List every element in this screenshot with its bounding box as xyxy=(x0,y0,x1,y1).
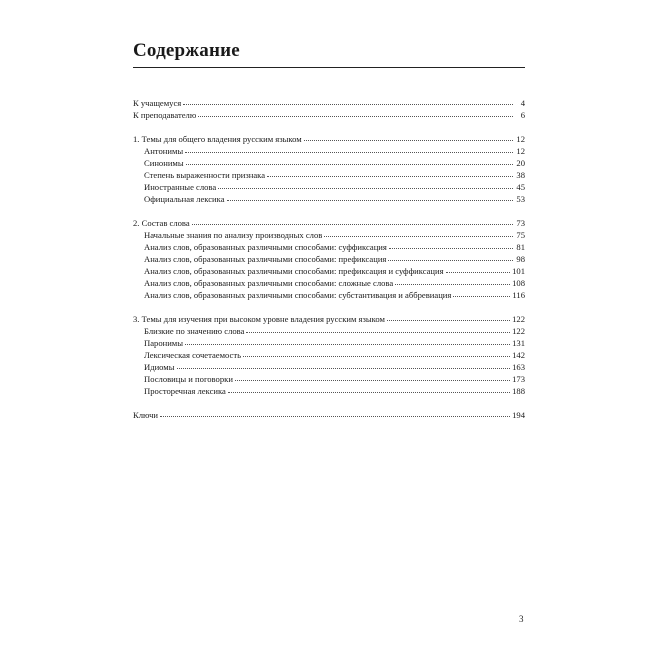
toc-entry-title: 3. Темы для изучения при высоком уровне владения русским языком xyxy=(133,314,385,324)
dot-leader xyxy=(185,144,513,153)
toc-subentry[interactable] xyxy=(133,193,525,205)
dot-leader xyxy=(267,168,513,177)
dot-leader xyxy=(246,324,510,333)
dot-leader xyxy=(243,348,510,357)
page-title: Содержание xyxy=(133,40,240,61)
toc-entry-page: 4 xyxy=(520,98,525,108)
toc-entry-page: 20 xyxy=(516,158,525,168)
toc-entry-title: Анализ слов, образованных различными способами: суффиксация xyxy=(144,242,387,252)
title-rule xyxy=(133,67,525,68)
toc-entry-title: Синонимы xyxy=(144,158,184,168)
dot-leader xyxy=(227,192,513,201)
toc-entry-page: 45 xyxy=(516,182,525,192)
toc-entry-title: К учащемуся xyxy=(133,98,182,108)
toc-entry-title: Ключи xyxy=(133,410,159,420)
toc-entry[interactable] xyxy=(133,109,525,121)
toc-entry-title: Пословицы и поговорки xyxy=(144,374,233,384)
dot-leader xyxy=(387,312,510,321)
toc-entry-page: 101 xyxy=(512,266,525,276)
toc-entry-title: 2. Состав слова xyxy=(133,218,190,228)
toc-entry-title: Начальные знания по анализу производных слов xyxy=(144,230,323,240)
dot-leader xyxy=(389,240,513,249)
dot-leader xyxy=(395,276,510,285)
toc-entry-title: Иностранные слова xyxy=(144,182,217,192)
toc-entry-title: Лексическая сочетаемость xyxy=(144,350,242,360)
toc-entry-page: 122 xyxy=(512,326,525,336)
toc-entry-page: 122 xyxy=(512,314,525,324)
toc-entry-page: 173 xyxy=(512,374,525,384)
toc-entry-page: 12 xyxy=(516,146,525,156)
dot-leader xyxy=(388,252,513,261)
toc-entry-page: 163 xyxy=(512,362,525,372)
toc-entry-title: К преподавателю xyxy=(133,110,197,120)
dot-leader xyxy=(324,228,513,237)
dot-leader xyxy=(218,180,513,189)
dot-leader xyxy=(446,264,511,273)
toc-entry[interactable] xyxy=(133,409,525,421)
toc-entry-title: Анализ слов, образованных различными способами: префиксация и суффиксация xyxy=(144,266,444,276)
toc-entry-title: Анализ слов, образованных различными способами: сложные слова xyxy=(144,278,394,288)
dot-leader xyxy=(192,216,513,225)
page-number: 3 xyxy=(519,614,524,624)
toc-entry-title: Анализ слов, образованных различными способами: префиксация xyxy=(144,254,387,264)
toc-entry-title: Степень выраженности признака xyxy=(144,170,266,180)
dot-leader xyxy=(453,288,510,297)
toc-entry-page: 6 xyxy=(520,110,525,120)
toc-entry-title: Анализ слов, образованных различными способами: субстантивация и аббревиация xyxy=(144,290,452,300)
toc-entry-title: Идиомы xyxy=(144,362,175,372)
toc-entry-page: 108 xyxy=(512,278,525,288)
toc-entry-title: Антонимы xyxy=(144,146,184,156)
toc-entry-title: 1. Темы для общего владения русским языком xyxy=(133,134,302,144)
toc-entry-title: Просторечная лексика xyxy=(144,386,226,396)
toc-entry-page: 38 xyxy=(516,170,525,180)
toc-subentry[interactable] xyxy=(133,385,525,397)
dot-leader xyxy=(186,156,513,165)
toc-entry-page: 73 xyxy=(516,218,525,228)
toc-subentry[interactable] xyxy=(133,289,525,301)
toc-entry-page: 116 xyxy=(512,290,525,300)
toc-entry-page: 142 xyxy=(512,350,525,360)
table-of-contents xyxy=(133,97,525,421)
dot-leader xyxy=(228,384,510,393)
dot-leader xyxy=(235,372,510,381)
toc-entry-page: 75 xyxy=(516,230,525,240)
toc-entry-title: Паронимы xyxy=(144,338,184,348)
toc-entry-page: 131 xyxy=(512,338,525,348)
dot-leader xyxy=(177,360,511,369)
toc-entry-page: 98 xyxy=(516,254,525,264)
toc-entry-title: Близкие по значению слова xyxy=(144,326,245,336)
toc-entry-page: 188 xyxy=(512,386,525,396)
toc-entry-page: 53 xyxy=(516,194,525,204)
dot-leader xyxy=(183,96,513,105)
toc-entry-page: 194 xyxy=(512,410,525,420)
toc-entry-page: 12 xyxy=(516,134,525,144)
dot-leader xyxy=(198,108,513,117)
dot-leader xyxy=(304,132,513,141)
toc-entry-title: Официальная лексика xyxy=(144,194,225,204)
toc-entry-page: 81 xyxy=(516,242,525,252)
dot-leader xyxy=(160,408,510,417)
dot-leader xyxy=(185,336,510,345)
